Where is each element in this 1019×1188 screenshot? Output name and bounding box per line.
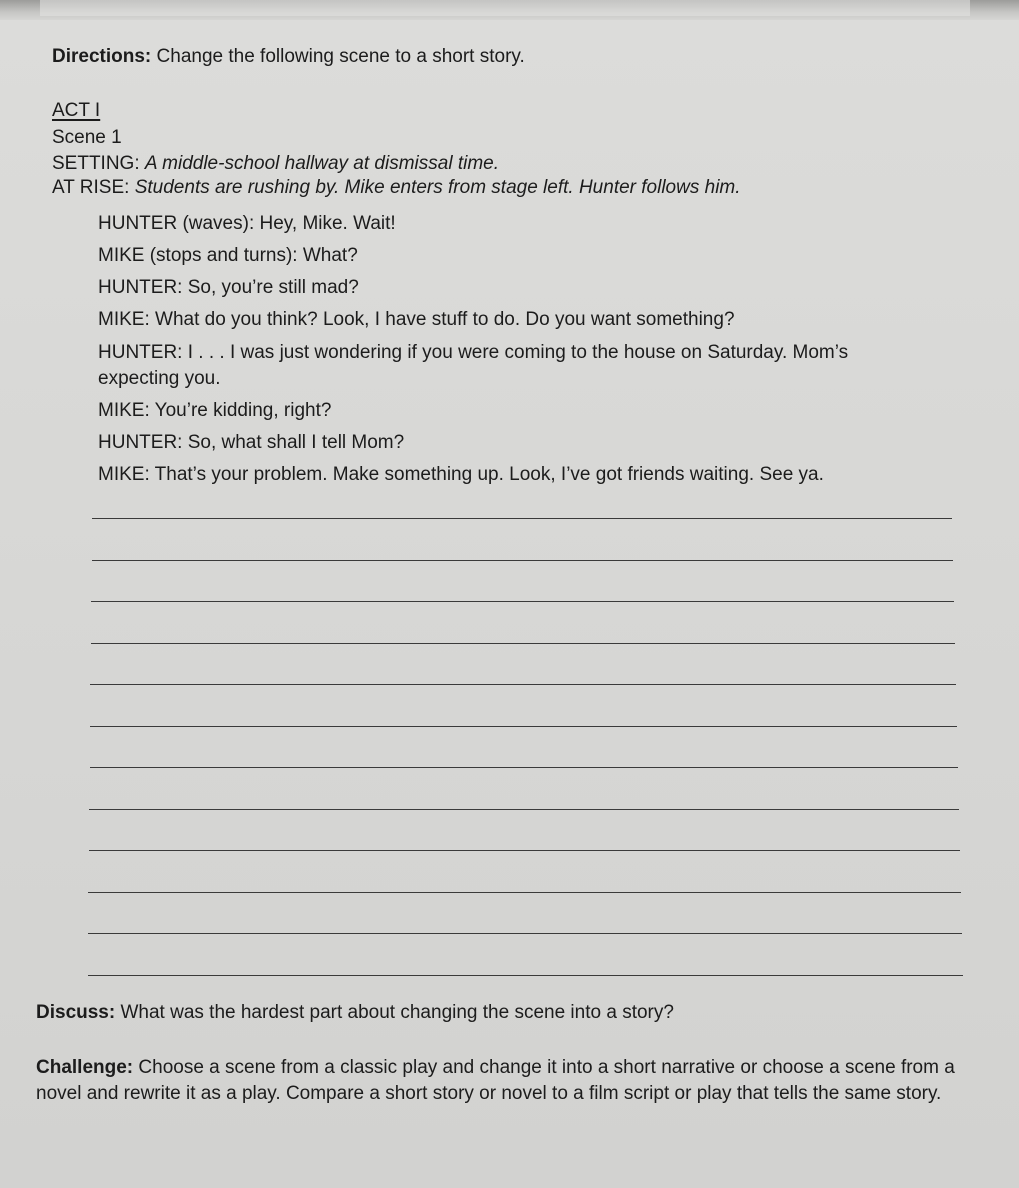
challenge-prompt [36,1055,981,1107]
answer-line[interactable] [92,560,953,561]
dialogue-line: HUNTER (waves): Hey, Mike. Wait! [98,213,396,234]
answer-line[interactable] [88,892,961,893]
top-edge-shadow [0,0,1019,20]
at-rise-label: AT RISE: [52,177,130,198]
dialogue-line: MIKE: That’s your problem. Make something up. Look, I’ve got friends waiting. See ya. [98,464,824,485]
dialogue-line: MIKE: You’re kidding, right? [98,400,332,421]
scene-heading: Scene 1 [52,127,122,148]
at-rise-text: Students are rushing by. Mike enters from stage left. Hunter follows him. [134,177,741,198]
act-heading: ACT I [52,100,101,121]
challenge-label: Challenge: [36,1057,134,1078]
dialogue-line: expecting you. [98,368,221,389]
answer-line[interactable] [91,643,955,644]
answer-line[interactable] [92,518,952,519]
discuss-text: What was the hardest part about changing the scene into a story? [120,1002,674,1023]
dialogue-line: HUNTER: I . . . I was just wondering if you were coming to the house on Saturday. Mom’s [98,342,849,363]
dialogue-line: HUNTER: So, you’re still mad? [98,277,359,298]
directions-text: Change the following scene to a short story. [156,46,525,67]
challenge-text: Choose a scene from a classic play and change it into a short narrative or choose a scene from a novel and rewrite it as a play. Compare a short story or novel to a film script or play that tells the same story. [36,1057,955,1104]
directions-label: Directions: [52,46,152,67]
setting-line [52,153,499,175]
answer-line[interactable] [88,975,963,976]
answer-line[interactable] [90,684,956,685]
answer-line[interactable] [88,933,962,934]
setting-text: A middle-school hallway at dismissal time. [144,153,499,174]
dialogue-line: MIKE (stops and turns): What? [98,245,358,266]
dialogue-line: MIKE: What do you think? Look, I have stuff to do. Do you want something? [98,309,735,330]
directions [52,46,525,68]
answer-line[interactable] [89,809,959,810]
dialogue-line: HUNTER: So, what shall I tell Mom? [98,432,405,453]
setting-label: SETTING: [52,153,140,174]
at-rise-line [52,177,741,199]
discuss-prompt [36,1002,674,1024]
discuss-label: Discuss: [36,1002,116,1023]
answer-line[interactable] [91,601,954,602]
answer-line[interactable] [90,767,958,768]
answer-line[interactable] [89,850,960,851]
answer-line[interactable] [90,726,957,727]
